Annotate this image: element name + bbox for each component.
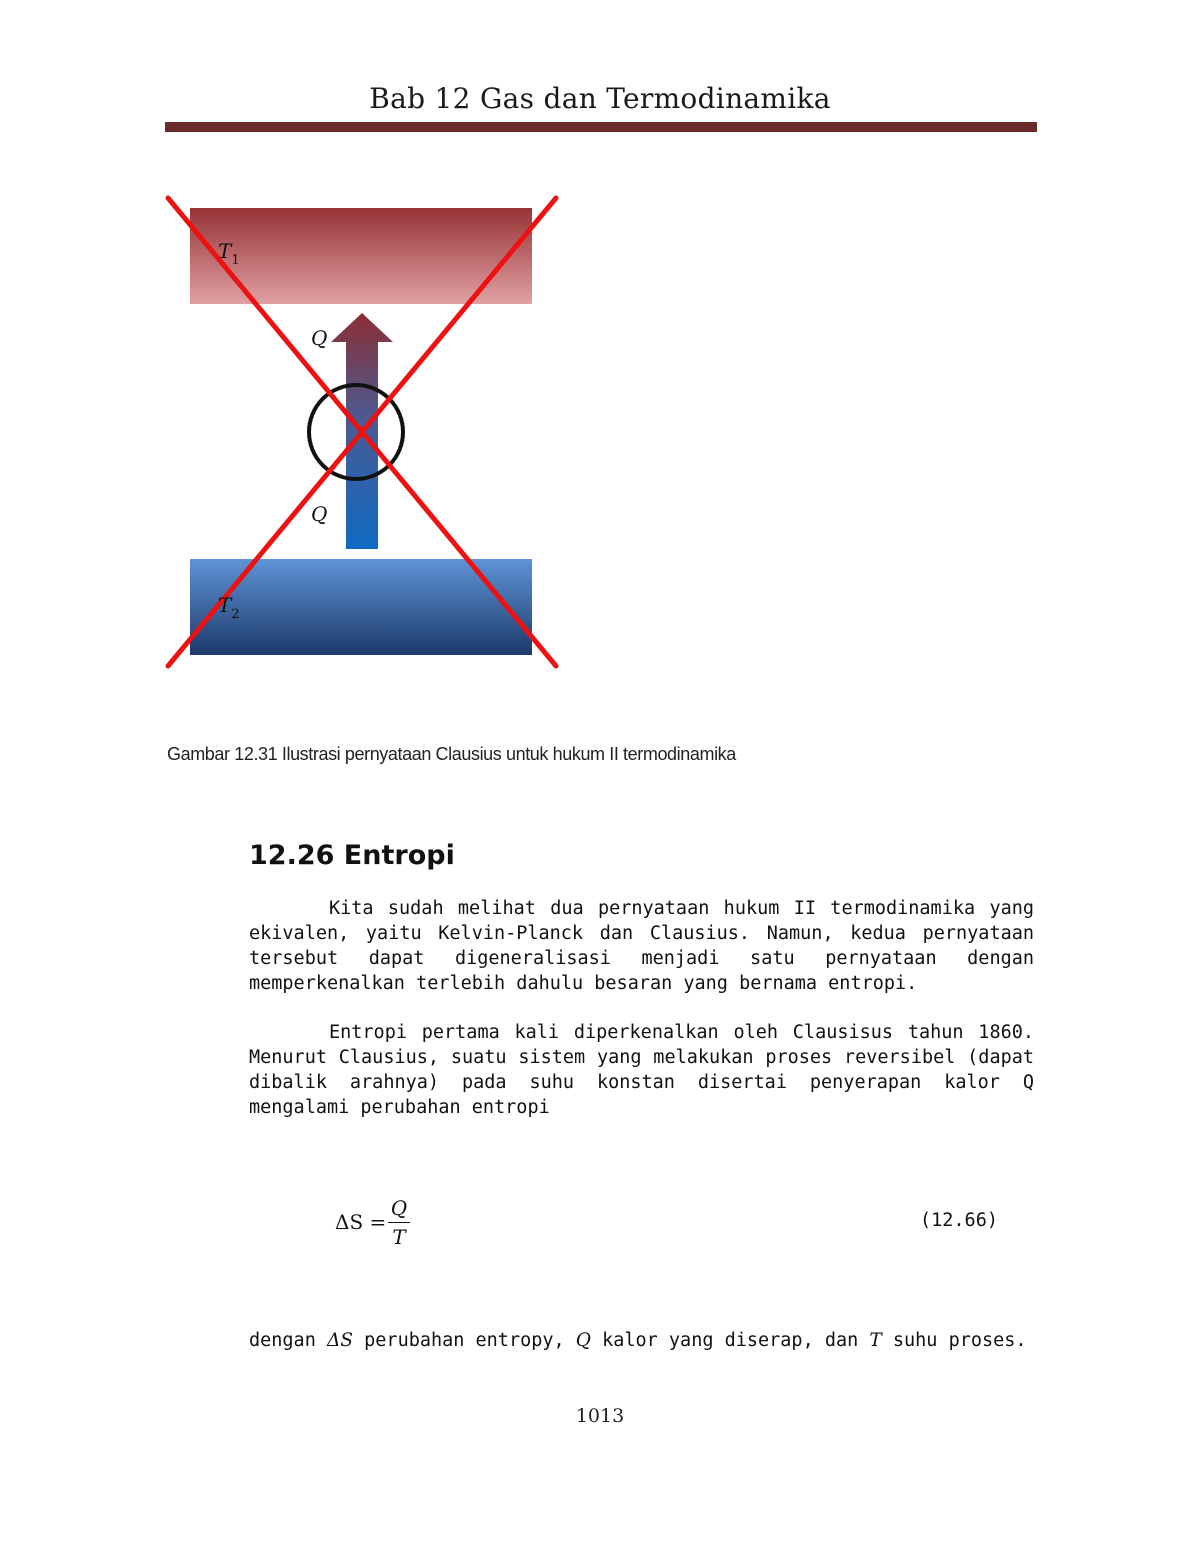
equation-lhs: ΔS = — [335, 1210, 387, 1234]
clausius-figure — [160, 188, 570, 678]
header-rule — [165, 122, 1037, 132]
q-symbol: Q — [575, 1330, 591, 1351]
equation-denominator: T — [392, 1225, 406, 1249]
paragraph-1 — [249, 896, 1034, 996]
closing-sentence: dengan ΔS perubahan entropy, Q kalor yang diserap, dan T suhu proses. — [249, 1330, 1027, 1351]
heat-label-top: Q — [311, 326, 328, 350]
paragraph-2 — [249, 1020, 1034, 1120]
equation-number: (12.66) — [920, 1210, 998, 1231]
equation-numerator: Q — [390, 1196, 408, 1220]
fraction-bar — [388, 1222, 410, 1223]
chapter-header: Bab 12 Gas dan Termodinamika — [369, 82, 831, 115]
clausius-diagram — [160, 188, 570, 678]
equation-fraction — [388, 1196, 410, 1249]
paragraph-1-text: Kita sudah melihat dua pernyataan hukum II termodinamika yang ekivalen, yaitu Kelvin-Planck dan Clausius. Namun, kedua pernyataan tersebut dapat digeneralisasi menjadi satu pernyataan dengan memperkenalkan terlebih dahulu besaran yang bernama entropi. — [249, 898, 1034, 994]
hot-reservoir-label: $T_1$ — [218, 239, 240, 268]
t-symbol: T — [869, 1330, 882, 1351]
paragraph-2-text: Entropi pertama kali diperkenalkan oleh Clausisus tahun 1860. Menurut Clausius, suatu sistem yang melakukan proses reversibel (dapat dibalik arahnya) pada suhu konstan disertai penyerapan kalor Q mengalami perubahan entropi — [249, 1022, 1034, 1118]
section-heading: 12.26 Entropi — [249, 840, 455, 871]
figure-caption: Gambar 12.31 Ilustrasi pernyataan Clausius untuk hukum II termodinamika — [167, 744, 736, 764]
page-number: 1013 — [575, 1405, 625, 1427]
delta-s-symbol: ΔS — [326, 1330, 354, 1351]
cold-reservoir-label: $T_2$ — [218, 593, 240, 622]
heat-label-bottom: Q — [311, 502, 328, 526]
